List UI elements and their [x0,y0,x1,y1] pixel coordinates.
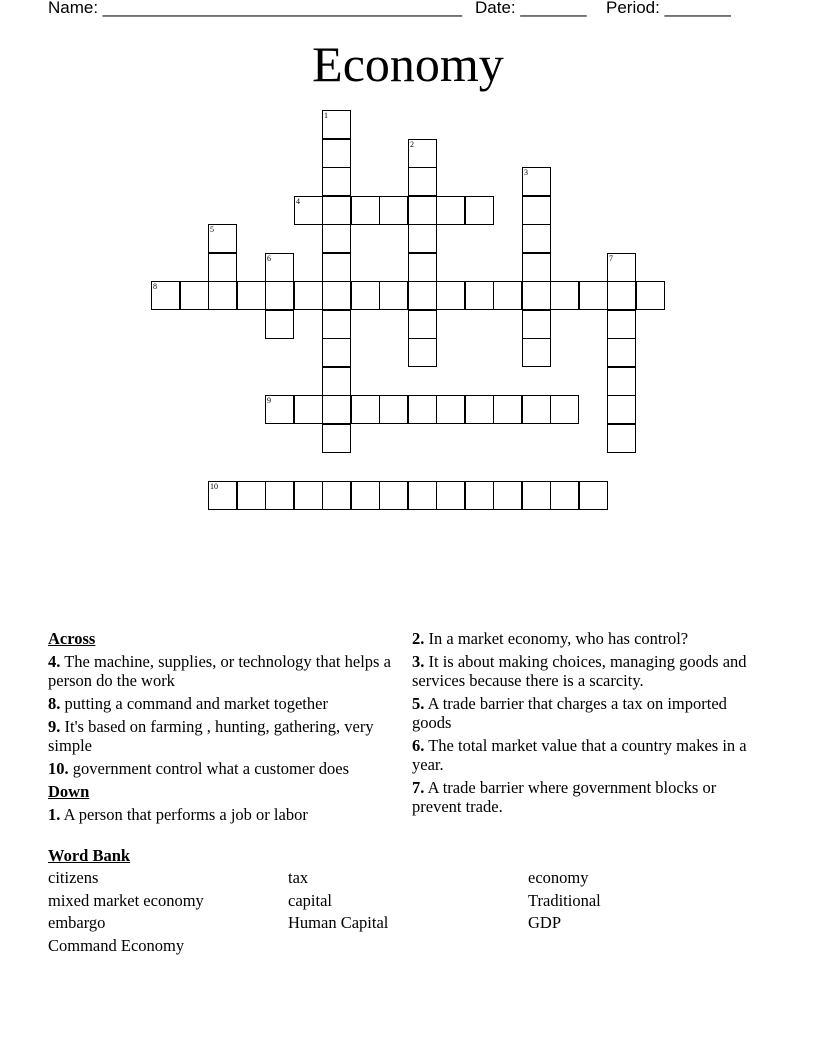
crossword-cell[interactable] [265,281,294,310]
crossword-cell[interactable] [322,481,351,510]
crossword-cell[interactable] [607,367,636,396]
crossword-cell[interactable] [522,253,551,282]
crossword-cell[interactable] [493,395,522,424]
crossword-cell[interactable] [436,395,465,424]
crossword-cell[interactable] [379,395,408,424]
crossword-cell[interactable] [294,395,323,424]
crossword-cell[interactable] [522,310,551,339]
page-title: Economy [312,36,504,92]
clue-item-number: 8. [48,694,61,713]
crossword-cell[interactable] [550,281,579,310]
crossword-cell[interactable] [322,253,351,282]
word-bank-item: Traditional [528,890,601,910]
crossword-cell[interactable] [607,281,636,310]
crossword-cell[interactable] [408,224,437,253]
clue-item [48,805,396,824]
crossword-cell[interactable] [465,196,494,225]
clue-item-text: putting a command and market together [60,694,328,713]
crossword-cell[interactable] [351,196,380,225]
crossword-cell[interactable] [208,224,237,253]
crossword-cell[interactable] [465,281,494,310]
crossword-cell[interactable] [294,196,323,225]
crossword-cell[interactable] [408,139,437,168]
clue-number: 4 [296,197,300,206]
clue-number: 8 [153,282,157,291]
crossword-cell[interactable] [522,196,551,225]
clue-item-number: 1. [48,805,61,824]
clue-item-text: The total market value that a country makes in a year. [412,736,747,774]
crossword-cell[interactable] [351,395,380,424]
word-bank-item: Command Economy [48,935,185,955]
clue-item-number: 5. [412,694,425,713]
crossword-cell[interactable] [550,395,579,424]
crossword-cell[interactable] [294,281,323,310]
crossword-cell[interactable] [607,310,636,339]
crossword-cell[interactable] [151,281,180,310]
crossword-cell[interactable] [493,481,522,510]
word-bank-item: tax [288,868,309,887]
crossword-cell[interactable] [408,167,437,196]
word-bank-title: Word Bank [48,846,131,865]
crossword-cell[interactable] [180,281,209,310]
crossword-cell[interactable] [208,281,237,310]
crossword-cell[interactable] [322,395,351,424]
crossword-cell[interactable] [322,196,351,225]
clue-number: 3 [524,168,528,177]
crossword-cell[interactable] [636,281,665,310]
word-bank-item: capital [288,890,332,910]
crossword-cell[interactable] [522,224,551,253]
clue-item-number: 6. [412,736,425,755]
crossword-cell[interactable] [408,281,437,310]
crossword-cell[interactable] [322,310,351,339]
crossword-cell[interactable] [379,196,408,225]
crossword-cell[interactable] [208,481,237,510]
date-field[interactable]: Date: _______ [475,0,587,17]
clue-item [48,759,396,778]
crossword-cell[interactable] [351,481,380,510]
clue-item-number: 2. [412,629,425,648]
crossword-cell[interactable] [522,167,551,196]
clue-item [412,652,760,690]
crossword-cell[interactable] [607,253,636,282]
crossword-cell[interactable] [522,481,551,510]
clue-item-number: 10. [48,759,69,778]
crossword-cell[interactable] [379,281,408,310]
crossword-cell[interactable] [607,424,636,453]
crossword-cell[interactable] [550,481,579,510]
clue-number: 10 [210,482,218,491]
word-bank-item: economy [528,868,589,887]
crossword-cell[interactable] [579,481,608,510]
clue-item-text: A person that performs a job or labor [60,805,308,824]
clue-item-number: 7. [412,778,425,797]
word-bank-item: embargo [48,913,106,933]
clues-right-column [412,629,760,820]
clue-item-text: It is about making choices, managing goods and services because there is a scarcity. [412,652,747,690]
crossword-cell[interactable] [408,196,437,225]
crossword-cell[interactable] [408,310,437,339]
crossword-cell[interactable] [436,481,465,510]
name-field[interactable]: Name: ______________________________________ [48,0,463,17]
crossword-cell[interactable] [408,338,437,367]
clue-section-heading: Down [48,782,90,801]
crossword-cell[interactable] [607,395,636,424]
clue-item-text: It's based on farming , hunting, gathering, very simple [48,717,374,755]
clue-item-number: 9. [48,717,61,736]
crossword-cell[interactable] [493,281,522,310]
word-bank-item: mixed market economy [48,890,204,910]
crossword-cell[interactable] [579,281,608,310]
period-field[interactable]: Period: _______ [606,0,731,17]
crossword-cell[interactable] [208,253,237,282]
crossword-cell[interactable] [322,224,351,253]
crossword-cell[interactable] [522,338,551,367]
crossword-cell[interactable] [322,167,351,196]
crossword-cell[interactable] [265,395,294,424]
crossword-cell[interactable] [522,395,551,424]
crossword-cell[interactable] [322,139,351,168]
crossword-cell[interactable] [322,110,351,139]
clue-item-text: In a market economy, who has control? [424,629,689,648]
crossword-cell[interactable] [294,481,323,510]
crossword-cell[interactable] [436,281,465,310]
crossword-cell[interactable] [322,367,351,396]
crossword-cell[interactable] [322,338,351,367]
crossword-cell[interactable] [408,481,437,510]
clue-item [412,629,760,648]
crossword-cell[interactable] [379,481,408,510]
clue-item-text: A trade barrier where government blocks or prevent trade. [412,778,717,816]
clues-left-column [48,629,396,828]
clue-item-number: 3. [412,652,425,671]
crossword-cell[interactable] [322,281,351,310]
crossword-cell[interactable] [465,395,494,424]
clue-item [48,652,396,690]
crossword-cell[interactable] [265,310,294,339]
crossword-cell[interactable] [237,281,266,310]
word-bank-item: Human Capital [288,913,389,933]
crossword-cell[interactable] [351,281,380,310]
clue-item-number: 4. [48,652,61,671]
crossword-cell[interactable] [408,253,437,282]
clue-item [48,694,396,713]
crossword-cell[interactable] [265,253,294,282]
crossword-cell[interactable] [237,481,266,510]
clue-number: 9 [267,396,271,405]
crossword-cell[interactable] [322,424,351,453]
crossword-cell[interactable] [465,481,494,510]
clue-item [412,778,760,816]
crossword-cell[interactable] [408,395,437,424]
clue-number: 1 [324,111,328,120]
crossword-cell[interactable] [265,481,294,510]
clue-item-text: The machine, supplies, or technology that helps a person do the work [48,652,391,690]
crossword-cell[interactable] [436,196,465,225]
clue-item [412,736,760,774]
clue-section-heading: Across [48,629,96,648]
clue-item [48,717,396,755]
clue-number: 5 [210,225,214,234]
crossword-cell[interactable] [607,338,636,367]
clue-item-text: government control what a customer does [68,759,350,778]
word-bank-item: GDP [528,913,562,933]
word-bank-item: citizens [48,868,99,887]
clue-number: 6 [267,254,271,263]
clue-item [412,694,760,732]
clue-item-text: A trade barrier that charges a tax on imported goods [412,694,727,732]
crossword-cell[interactable] [522,281,551,310]
clue-number: 2 [410,140,414,149]
clue-number: 7 [609,254,613,263]
